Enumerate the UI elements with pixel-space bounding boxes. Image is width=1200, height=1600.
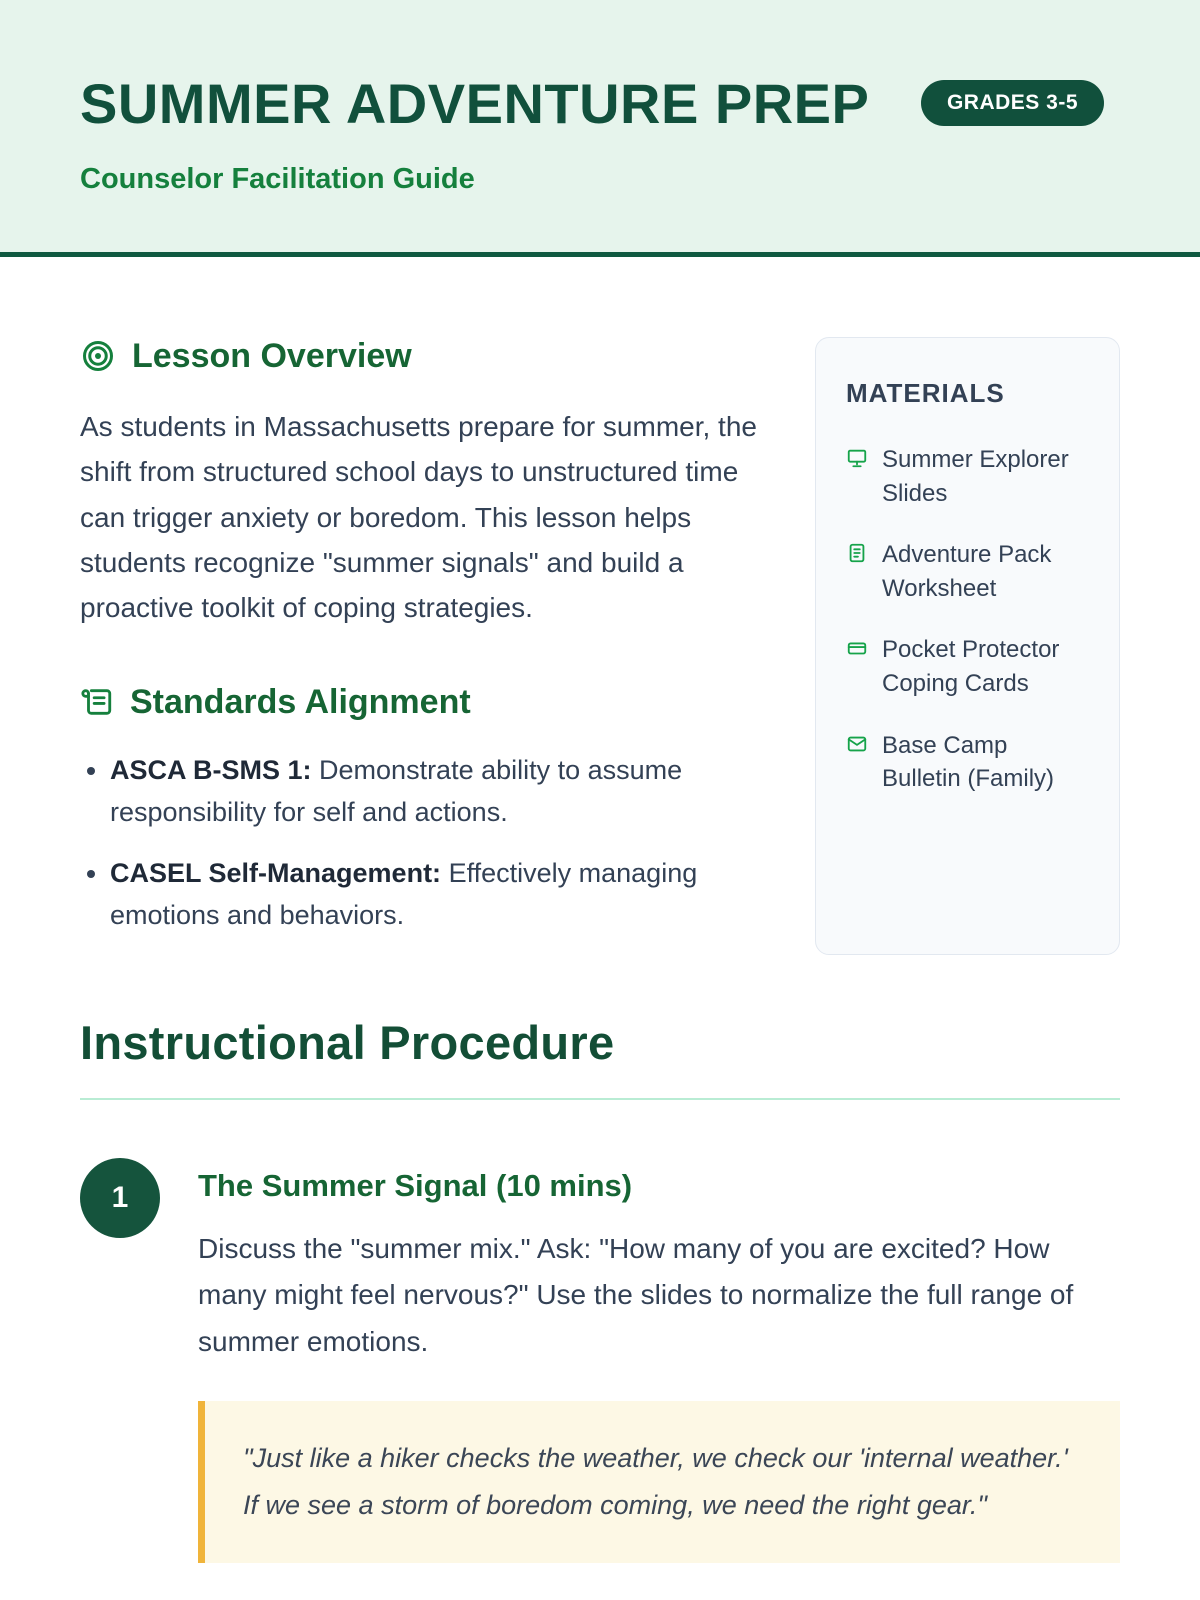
procedure-step-1 [80,1158,1120,1563]
standard-item [110,750,760,834]
facilitator-quote-text: "Just like a hiker checks the weather, we check our 'internal weather.' If we see a storm of boredom coming, we need the right gear." [243,1442,1068,1520]
material-item-label: Pocket Protector Coping Cards [882,636,1060,697]
step-body [198,1158,1120,1563]
standard-item-text: Effectively managing emotions and behaviors. [110,858,698,931]
slides-icon [846,447,868,469]
worksheet-icon [846,542,868,564]
target-icon [80,338,116,374]
lesson-overview-heading [80,337,760,376]
standards-alignment-heading-text: Standards Alignment [130,682,471,721]
material-item-label: Adventure Pack Worksheet [882,541,1052,602]
left-column [80,337,760,957]
page-subtitle: Counselor Facilitation Guide [80,162,475,195]
step-number-badge: 1 [80,1158,160,1238]
material-item [846,538,1089,605]
overview-paragraph: As students in Massachusetts prepare for summer, the shift from structured school days to unstructured time can trigger anxiety or boredom. This lesson helps students recognize "summer signals" and build a proactive toolkit of coping strategies. [80,410,757,624]
instructional-procedure-heading: Instructional Procedure [80,1016,615,1070]
material-item [846,729,1089,796]
step-description: Discuss the "summer mix." Ask: "How many of you are excited? How many might feel nervous?" Use the slides to normalize the full range of summer emotions. [198,1233,1074,1357]
standard-item-label: CASEL Self-Management: [110,858,442,889]
procedure-divider [80,1098,1120,1100]
scroll-icon [80,685,114,719]
facilitator-quote-block [198,1401,1120,1564]
standards-alignment-heading [80,683,760,722]
material-item [846,633,1089,700]
materials-card [815,337,1120,955]
material-item-label: Base Camp Bulletin (Family) [882,731,1055,793]
step-title: The Summer Signal (10 mins) [198,1168,633,1204]
header-top-row [80,72,1104,137]
standard-item-label: ASCA B-SMS 1: [110,754,312,785]
materials-list [846,443,1089,796]
coping-cards-icon [846,637,868,659]
header [0,0,1200,257]
page-title: SUMMER ADVENTURE PREP [80,72,870,135]
two-column-layout [80,337,1120,957]
standards-list [80,750,760,937]
material-item [846,443,1089,510]
lesson-overview-heading-text: Lesson Overview [132,336,412,375]
bulletin-icon [846,733,868,755]
standard-item-text: Demonstrate ability to assume responsibility for self and actions. [110,754,683,827]
standard-item [110,853,760,937]
grades-badge: GRADES 3-5 [921,80,1104,126]
material-item-label: Summer Explorer Slides [882,445,1069,507]
main-content [0,257,1200,1563]
materials-heading: MATERIALS [846,377,1005,408]
